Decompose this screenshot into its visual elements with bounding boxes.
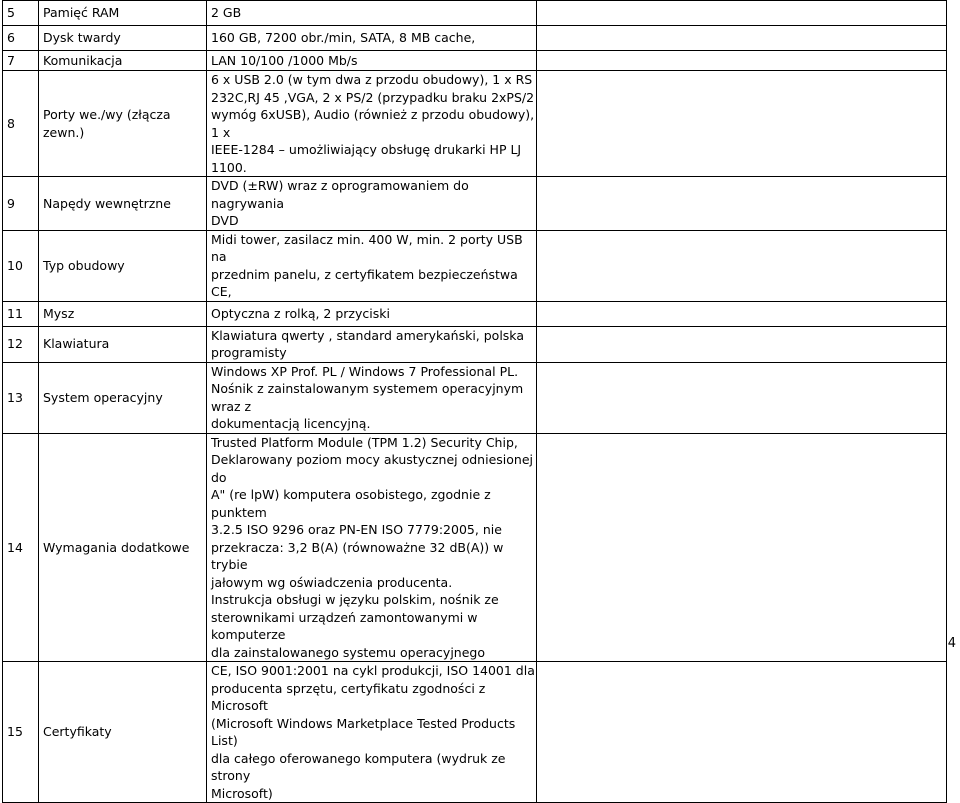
row-empty-cell [537,301,947,326]
row-value: 2 GB [207,1,537,26]
table-row [3,662,947,803]
row-name: Klawiatura [39,326,207,362]
table-row [3,301,947,326]
row-empty-cell [537,326,947,362]
row-name: Dysk twardy [39,26,207,51]
row-empty-cell [537,51,947,71]
row-empty-cell [537,1,947,26]
spec-table [2,0,947,803]
row-number: 12 [3,326,39,362]
row-name: System operacyjny [39,362,207,433]
row-empty-cell [537,433,947,662]
row-value: Optyczna z rolką, 2 przyciski [207,301,537,326]
table-row [3,177,947,231]
row-empty-cell [537,662,947,803]
table-row [3,230,947,301]
row-name: Komunikacja [39,51,207,71]
row-number: 13 [3,362,39,433]
row-number: 9 [3,177,39,231]
row-value: CE, ISO 9001:2001 na cykl produkcji, ISO 14001 dla producenta sprzętu, certyfikatu zgodności z Microsoft (Microsoft Windows Marketplace Tested Products List) dla całego oferowanego komputera (wydruk ze strony Microsoft) [207,662,537,803]
row-empty-cell [537,230,947,301]
row-value: DVD (±RW) wraz z oprogramowaniem do nagrywania DVD [207,177,537,231]
page-number: 4 [947,636,956,651]
row-number: 10 [3,230,39,301]
row-value: Trusted Platform Module (TPM 1.2) Security Chip, Deklarowany poziom mocy akustycznej odniesionej do A" (re lpW) komputera osobistego, zgodnie z punktem 3.2.5 ISO 9296 oraz PN-EN ISO 7779:2005, nie przekracza: 3,2 B(A) (równoważne 32 dB(A)) w trybie jałowym wg oświadczenia producenta. Instrukcja obsługi w języku polskim, nośnik ze sterownikami urządzeń zamontowanymi w komputerze dla zainstalowanego systemu operacyjnego [207,433,537,662]
table-row [3,26,947,51]
table-row [3,71,947,177]
row-value: 160 GB, 7200 obr./min, SATA, 8 MB cache, [207,26,537,51]
row-number: 5 [3,1,39,26]
row-name: Porty we./wy (złącza zewn.) [39,71,207,177]
row-name: Wymagania dodatkowe [39,433,207,662]
row-empty-cell [537,26,947,51]
row-number: 8 [3,71,39,177]
row-number: 15 [3,662,39,803]
row-empty-cell [537,177,947,231]
table-row [3,433,947,662]
row-value: 6 x USB 2.0 (w tym dwa z przodu obudowy), 1 x RS 232C,RJ 45 ,VGA, 2 x PS/2 (przypadku braku 2xPS/2 wymóg 6xUSB), Audio (również z przodu obudowy), 1 x IEEE-1284 – umożliwiający obsługę drukarki HP LJ 1100. [207,71,537,177]
table-row [3,1,947,26]
row-name: Certyfikaty [39,662,207,803]
row-number: 6 [3,26,39,51]
row-value: Windows XP Prof. PL / Windows 7 Professional PL. Nośnik z zainstalowanym systemem operacyjnym wraz z dokumentacją licencyjną. [207,362,537,433]
table-row [3,51,947,71]
row-empty-cell [537,362,947,433]
row-name: Pamięć RAM [39,1,207,26]
row-number: 14 [3,433,39,662]
row-value: Klawiatura qwerty , standard amerykański, polska programisty [207,326,537,362]
table-row [3,362,947,433]
row-number: 7 [3,51,39,71]
table-row [3,326,947,362]
row-empty-cell [537,71,947,177]
spec-table-body [3,1,947,803]
row-name: Typ obudowy [39,230,207,301]
row-number: 11 [3,301,39,326]
row-value: LAN 10/100 /1000 Mb/s [207,51,537,71]
row-name: Mysz [39,301,207,326]
row-name: Napędy wewnętrzne [39,177,207,231]
row-value: Midi tower, zasilacz min. 400 W, min. 2 porty USB na przednim panelu, z certyfikatem bezpieczeństwa CE, [207,230,537,301]
